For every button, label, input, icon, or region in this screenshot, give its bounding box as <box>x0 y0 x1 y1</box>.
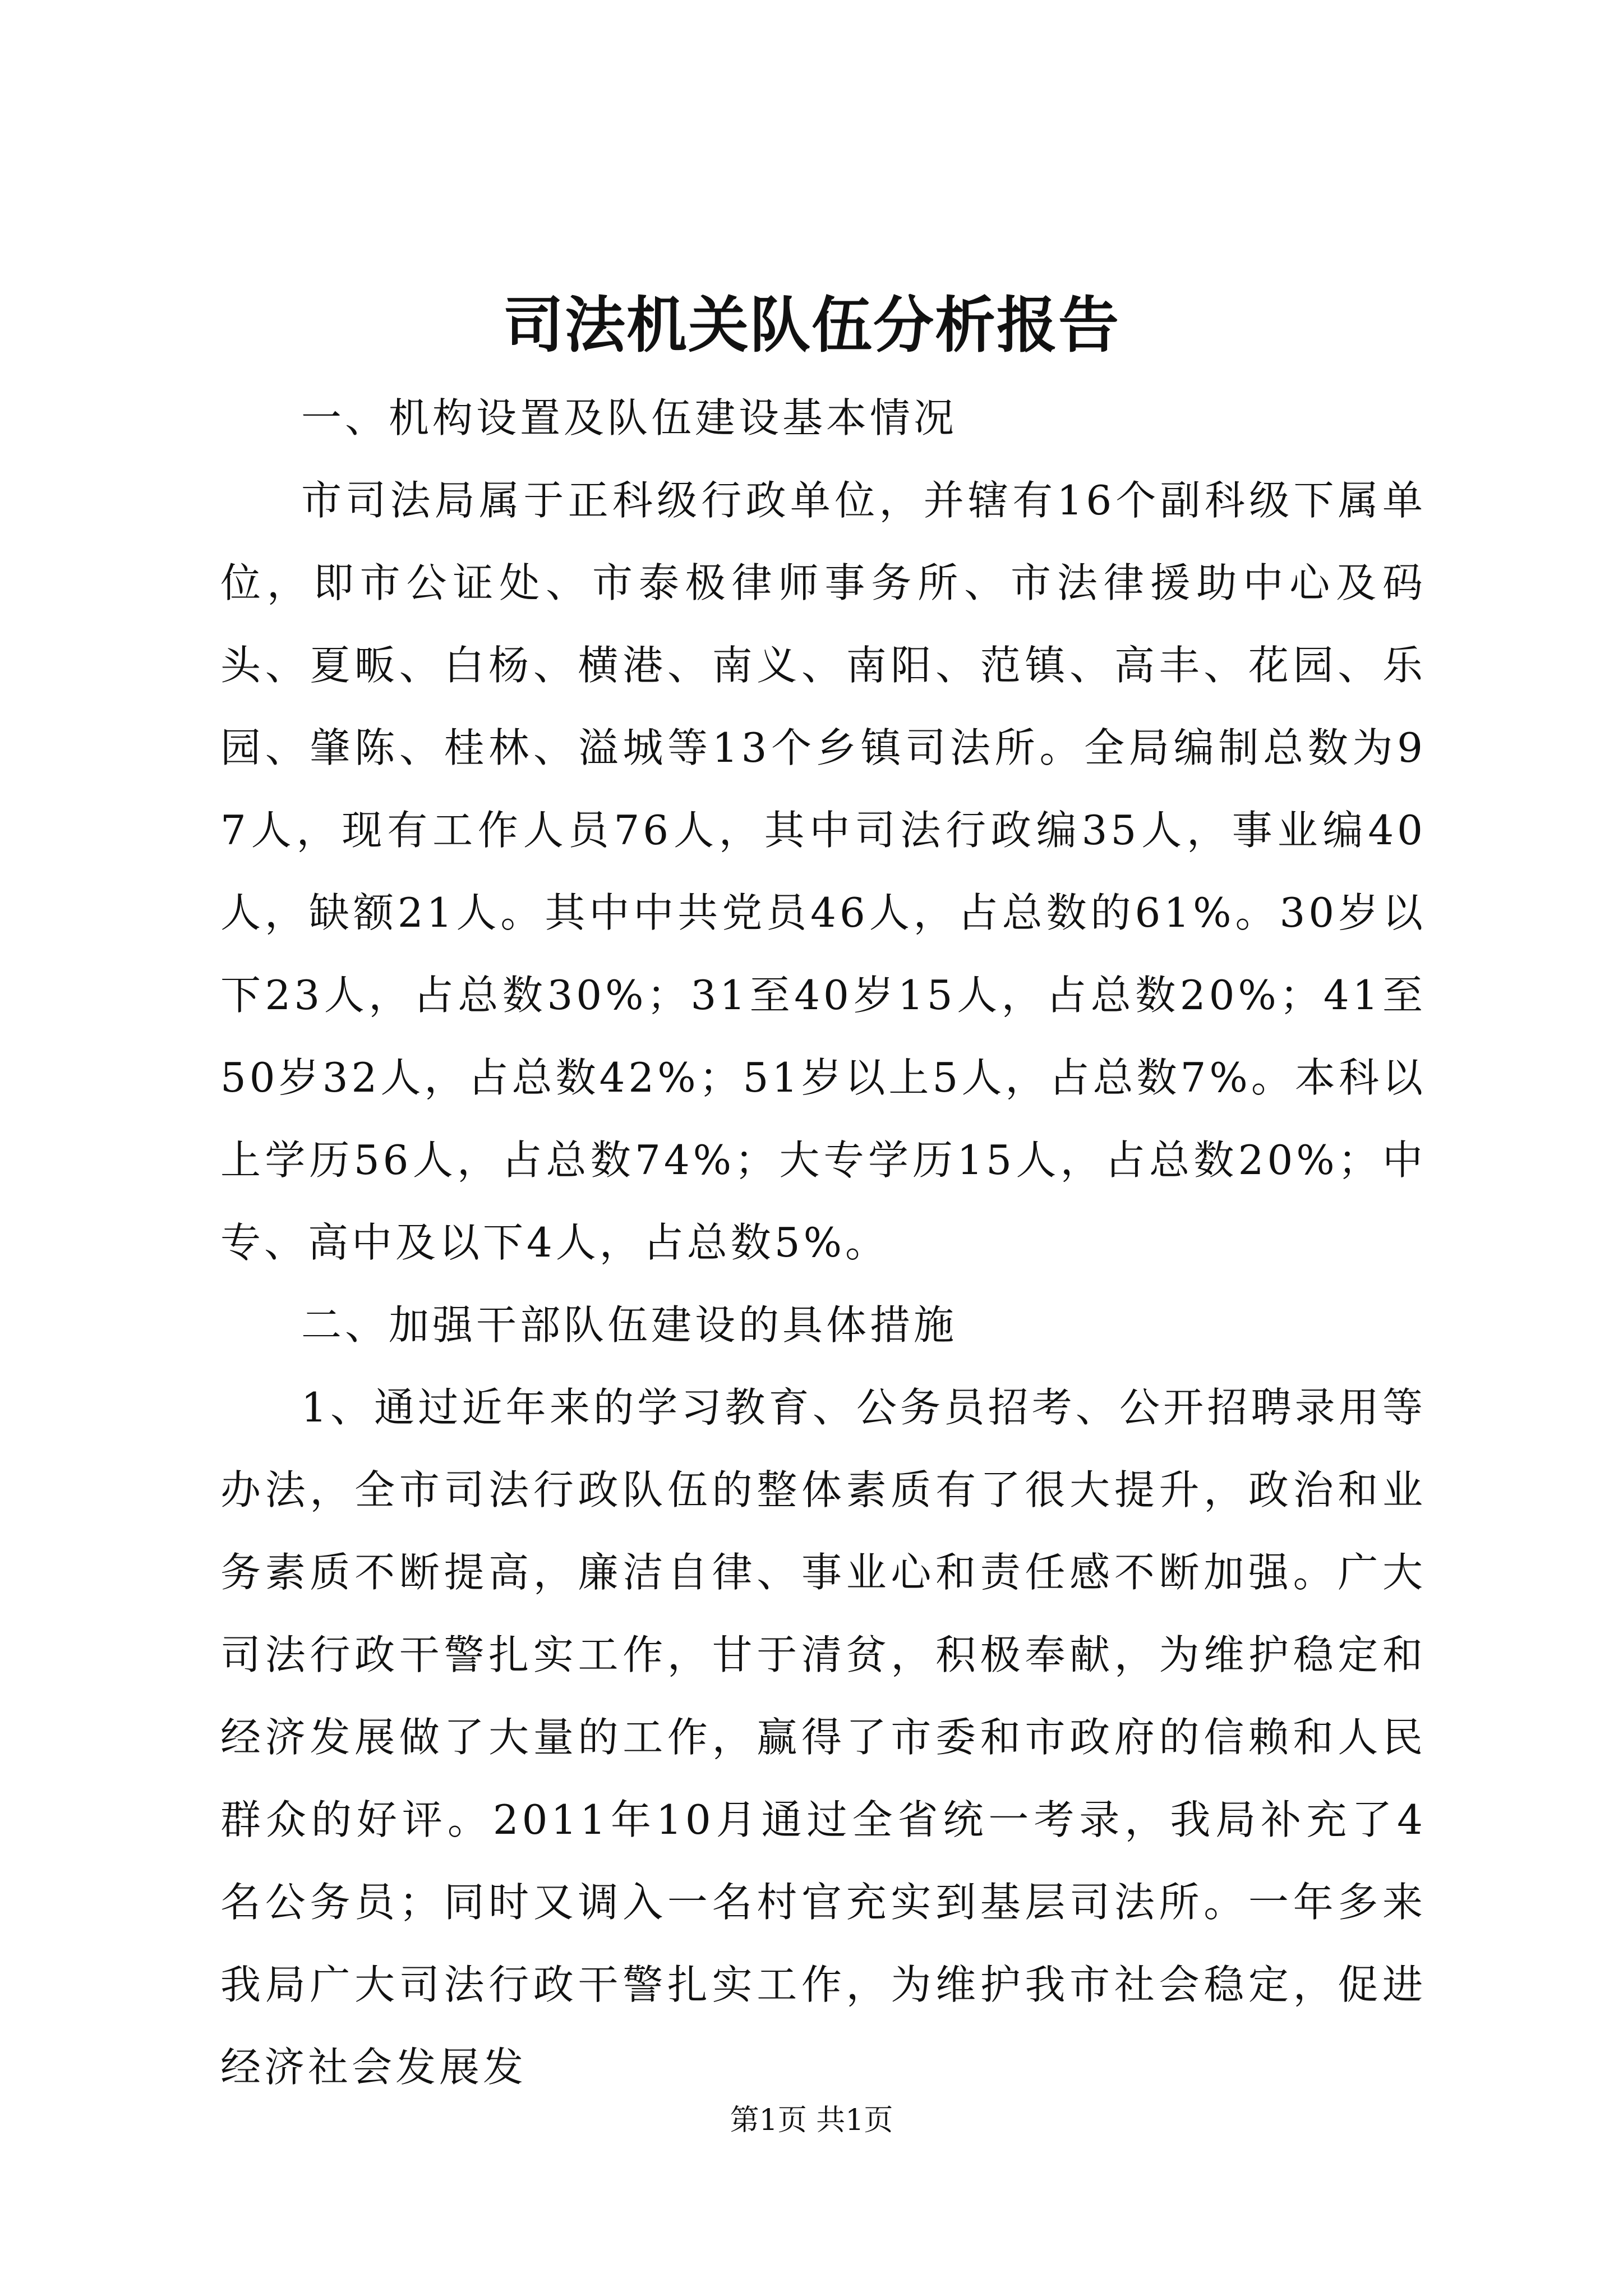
document-body <box>220 377 1426 2109</box>
paragraph-measures: 1、通过近年来的学习教育、公务员招考、公开招聘录用等办法，全市司法行政队伍的整体素质有了很大提升，政治和业务素质不断提高，廉洁自律、事业心和责任感不断加强。广大司法行政干警扎实工作，甘于清贫，积极奉献，为维护稳定和经济发展做了大量的工作，赢得了市委和市政府的信赖和人民群众的好评。2011年10月通过全省统一考录，我局补充了4名公务员；同时又调入一名村官充实到基层司法所。一年多来我局广大司法行政干警扎实工作，为维护我市社会稳定，促进经济社会发展发 <box>220 1384 1426 2091</box>
section-heading-2: 二、加强干部队伍建设的具体措施 <box>301 1301 958 1349</box>
document-title: 司法机关队伍分析报告 <box>502 290 1120 361</box>
paragraph-overview: 市司法局属于正科级行政单位，并辖有16个副科级下属单位，即市公证处、市泰极律师事务所、市法律援助中心及码头、夏畈、白杨、横港、南义、南阳、范镇、高丰、花园、乐园、肇陈、桂林、溢城等13个乡镇司法所。全局编制总数为97人，现有工作人员76人，其中司法行政编35人，事业编40人，缺额21人。其中中共党员46人，占总数的61%。30岁以下23人，占总数30%；31至40岁15人，占总数20%；41至50岁32人，占总数42%；51岁以上5人，占总数7%。本科以上学历56人，占总数74%；大专学历15人，占总数20%；中专、高中及以下4人，占总数5%。 <box>220 477 1426 1266</box>
page-footer: 第1页 共1页 <box>730 2104 893 2137</box>
section-heading-1: 一、机构设置及队伍建设基本情况 <box>301 394 958 441</box>
